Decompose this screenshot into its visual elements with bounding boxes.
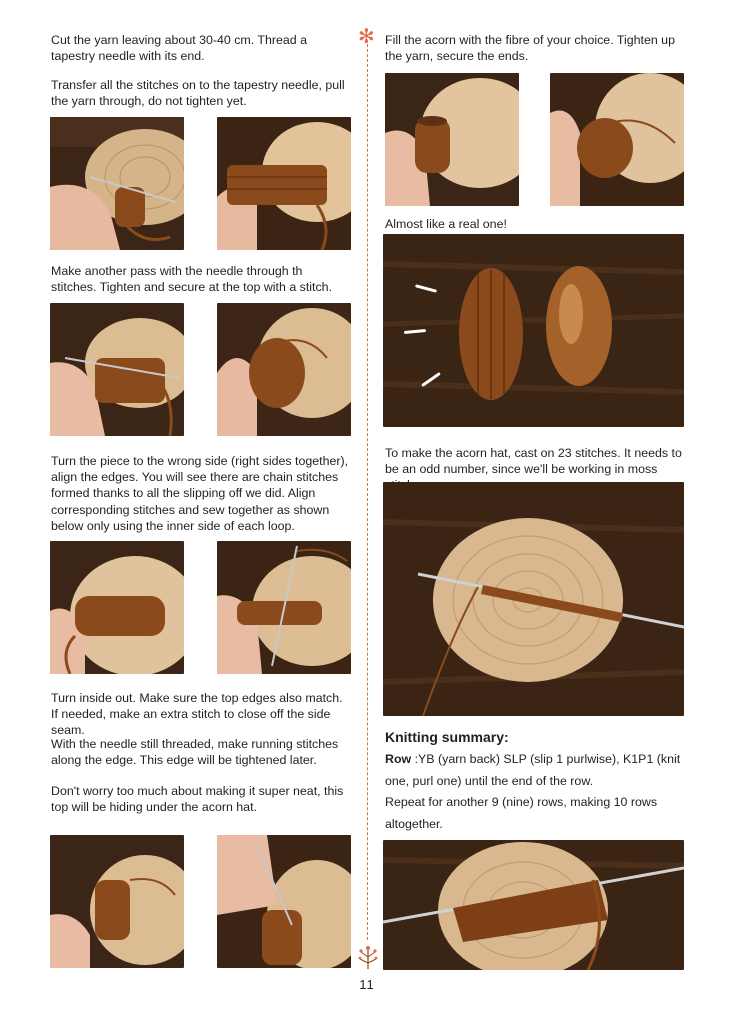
photo-knitted-and-real-acorn <box>383 234 684 427</box>
knitting-summary-row <box>385 749 685 792</box>
photo-aligned-edges <box>50 541 184 674</box>
instruction-transfer-stitches: Transfer all the stitches on to the tapestry needle, pull the yarn through, do not tighten yet. <box>51 78 345 109</box>
knitting-summary-repeat: Repeat for another 9 (nine) rows, making 10 rows altogether. <box>385 795 658 831</box>
plant-sprig-icon <box>356 943 380 969</box>
photo-running-stitch-tube <box>50 835 184 968</box>
column-divider <box>367 44 368 940</box>
instruction-cut-yarn: Cut the yarn leaving about 30-40 cm. Thread a tapestry needle with its end. <box>51 33 307 64</box>
photo-stitches-on-needle <box>217 117 351 250</box>
instruction-running-stitches: With the needle still threaded, make running stitches along the edge. This edge will be tightened later. <box>51 737 339 768</box>
instruction-cast-on: To make the acorn hat, cast on 23 stitches. It needs to be an odd number, since we'll be working in moss <box>385 446 682 477</box>
instruction-wrong-side: Turn the piece to the wrong side (right sides together), align the edges. You will see there are chain stitches formed thanks to all the slipping off we did. Align corresponding stitches and sew together as shown below only using the inner side of each loop. <box>51 454 349 533</box>
photo-needle-at-edge <box>217 835 351 968</box>
photo-filling-acorn <box>385 73 519 206</box>
instruction-another-pass: Make another pass with the needle through th stitches. Tighten and secure at the top with a stitch. <box>51 264 333 295</box>
instruction-fill-acorn: Fill the acorn with the fibre of your choice. Tighten up the yarn, secure the ends. <box>385 33 675 64</box>
photo-sewing-together <box>217 541 351 674</box>
photo-tightened-acorn <box>550 73 684 206</box>
page-number: 11 <box>359 977 375 992</box>
row-instructions: :YB (yarn back) SLP (slip 1 purlwise), K1P1 (knit one, purl one) until the end of the row. <box>385 752 681 788</box>
photo-moss-stitch-rows <box>383 840 684 970</box>
photo-second-pass <box>50 303 184 436</box>
asterisk-flower-icon: ✻ <box>358 26 375 48</box>
instruction-dont-worry: Don't worry too much about making it super neat, this top will be hiding under the acorn hat. <box>51 784 344 815</box>
photo-needle-through-stitches <box>50 117 184 250</box>
row-label: Row <box>385 752 412 766</box>
knitting-summary-heading: Knitting summary: <box>385 729 509 745</box>
caption-almost-real: Almost like a real one! <box>385 217 507 231</box>
instruction-inside-out: Turn inside out. Make sure the top edges also match. If needed, make an extra stitch to close off the side seam. <box>51 691 343 738</box>
photo-tightened-top <box>217 303 351 436</box>
photo-cast-on-needle <box>383 482 684 716</box>
